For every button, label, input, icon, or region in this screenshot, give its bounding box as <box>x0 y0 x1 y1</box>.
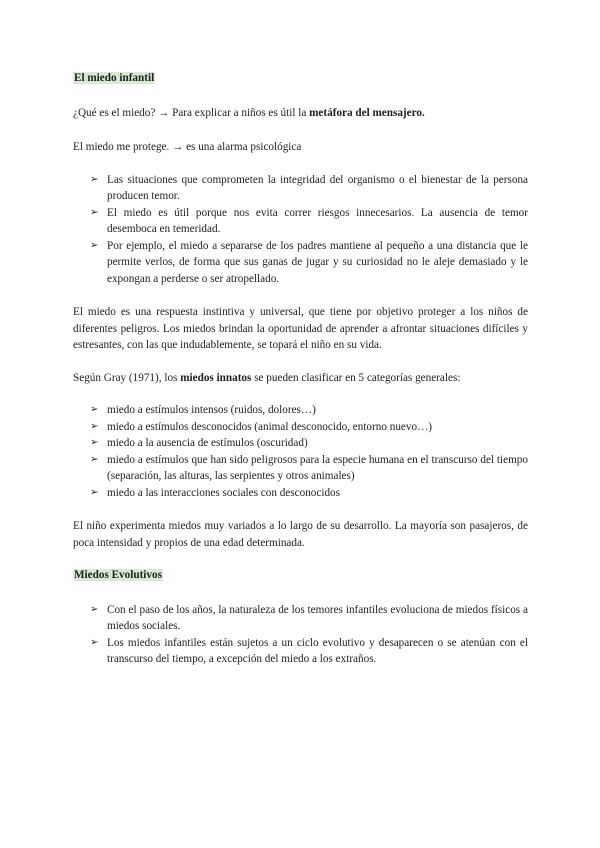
section-heading-wrap <box>73 567 528 584</box>
list-item: ➢ El miedo es útil porque nos evita correr riesgos innecesarios. La ausencia de temor desemboca en temeridad. <box>90 206 528 235</box>
question-line <box>73 105 528 122</box>
paragraph-respuesta-instintiva: El miedo es una respuesta instintiva y universal, que tiene por objetivo proteger a los niños de diferentes peligros. Los miedos brindan la oportunidad de aprender a afrontar situaciones difíciles y estresantes, con las que indudablemente, se topará el niño en su vida. <box>73 306 528 351</box>
question-bold-text: metáfora del mensajero. <box>309 106 425 119</box>
list-item: ➢ miedo a las interacciones sociales con desconocidos <box>73 485 528 502</box>
list-item: ➢ Por ejemplo, el miedo a separarse de los padres mantiene al pequeño a una distancia que le permite verlos, de forma que sus ganas de jugar y su curiosidad no le aleje demasiado y le expongan a perderse o ser atropellado. <box>90 239 528 285</box>
section-title-miedos-evolutivos: Miedos Evolutivos <box>74 569 162 581</box>
list-item: ➢ Las situaciones que comprometen la integridad del organismo o el bienestar de la persona producen temor. <box>90 173 528 202</box>
section-heading-wrap <box>73 70 528 87</box>
list-item: ➢ Con el paso de los años, la naturaleza de los temores infantiles evoluciona de miedos físicos a miedos sociales. <box>90 603 528 632</box>
arrow-bullet-icon: ➢ <box>90 486 99 498</box>
arrow-bullet-icon: ➢ <box>90 206 99 218</box>
arrow-bullet-icon: ➢ <box>90 636 99 648</box>
list-item: ➢ miedo a estímulos que han sido peligrosos para la especie humana en el transcurso del tiempo (separación, las alturas, las serpientes y otros animales) <box>90 453 528 482</box>
list-item: ➢ miedo a la ausencia de estímulos (oscuridad) <box>73 435 528 452</box>
bullet-list-innate-fears <box>73 402 528 501</box>
list-item: ➢ miedo a estímulos desconocidos (animal desconocido, entorno nuevo…) <box>73 419 528 436</box>
arrow-bullet-icon: ➢ <box>90 420 99 432</box>
list-item: ➢ miedo a estímulos intensos (ruidos, dolores…) <box>73 402 528 419</box>
list-item: ➢ Los miedos infantiles están sujetos a un ciclo evolutivo y desaparecen o se atenúan con el transcurso del tiempo, a excepción del miedo a los extraños. <box>90 636 528 665</box>
arrow-bullet-icon: ➢ <box>90 173 99 185</box>
miedos-innatos-bold: miedos innatos <box>180 371 252 384</box>
protect-line: El miedo me protege. → es una alarma psicológica <box>73 141 302 153</box>
arrow-bullet-icon: ➢ <box>90 453 99 465</box>
arrow-bullet-icon: ➢ <box>90 437 99 448</box>
arrow-bullet-icon: ➢ <box>90 603 99 615</box>
arrow-bullet-icon: ➢ <box>90 404 99 415</box>
bullet-list-evolutive <box>73 602 528 668</box>
section-title-miedo-infantil: El miedo infantil <box>74 72 155 84</box>
gray-line: Según Gray (1971), los miedos innatos se pueden clasificar en 5 categorías generales: <box>73 371 461 384</box>
question-text: ¿Qué es el miedo? → Para explicar a niños es útil la <box>73 106 310 119</box>
paragraph-desarrollo: El niño experimenta miedos muy variados a lo largo de su desarrollo. La mayoría son pasajeros, de poca intensidad y propios de una edad determinada. <box>73 520 528 549</box>
bullet-list-situations <box>73 172 528 288</box>
arrow-bullet-icon: ➢ <box>90 239 99 251</box>
